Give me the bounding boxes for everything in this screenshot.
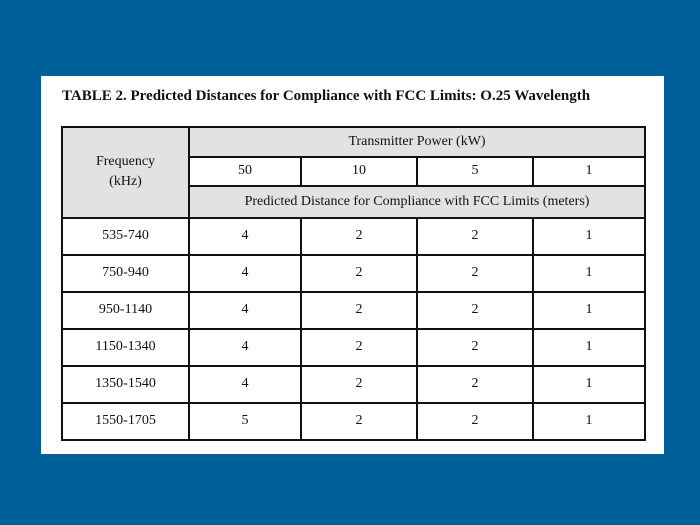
power-level-cell: 50 [189, 157, 301, 187]
distance-cell: 1 [533, 403, 645, 440]
table-title: TABLE 2. Predicted Distances for Compliance with FCC Limits: O.25 Wavelength [62, 88, 591, 104]
frequency-cell: 750-940 [62, 255, 189, 292]
frequency-header-label: Frequency [95, 154, 156, 170]
distance-table [61, 126, 646, 441]
distance-cell: 2 [301, 366, 417, 403]
distance-cell: 2 [417, 329, 533, 366]
frequency-header [62, 127, 189, 218]
table-row [62, 218, 645, 255]
frequency-cell: 535-740 [62, 218, 189, 255]
distance-cell: 2 [301, 255, 417, 292]
frequency-cell: 1550-1705 [62, 403, 189, 440]
distance-cell: 2 [417, 292, 533, 329]
distance-cell: 2 [417, 255, 533, 292]
table-row [62, 366, 645, 403]
distance-cell: 4 [189, 292, 301, 329]
power-level-cell: 1 [533, 157, 645, 187]
distance-cell: 2 [417, 366, 533, 403]
power-level-cell: 10 [301, 157, 417, 187]
power-level-cell: 5 [417, 157, 533, 187]
distance-cell: 1 [533, 218, 645, 255]
frequency-cell: 1350-1540 [62, 366, 189, 403]
distance-cell: 2 [301, 292, 417, 329]
distance-cell: 1 [533, 366, 645, 403]
distance-cell: 1 [533, 255, 645, 292]
distance-cell: 2 [301, 329, 417, 366]
distance-cell: 1 [533, 329, 645, 366]
distance-header: Predicted Distance for Compliance with FCC Limits (meters) [189, 186, 645, 218]
table-row [62, 329, 645, 366]
distance-cell: 4 [189, 329, 301, 366]
distance-cell: 4 [189, 218, 301, 255]
distance-cell: 2 [417, 403, 533, 440]
frequency-cell: 1150-1340 [62, 329, 189, 366]
table-row [62, 403, 645, 440]
frequency-cell: 950-1140 [62, 292, 189, 329]
distance-cell: 5 [189, 403, 301, 440]
slide-card [41, 76, 664, 454]
frequency-header-unit: (kHz) [109, 174, 142, 190]
distance-cell: 4 [189, 255, 301, 292]
distance-cell: 2 [301, 218, 417, 255]
table-row [62, 255, 645, 292]
distance-cell: 2 [301, 403, 417, 440]
table-row [62, 292, 645, 329]
power-header: Transmitter Power (kW) [189, 127, 645, 157]
distance-cell: 1 [533, 292, 645, 329]
distance-cell: 2 [417, 218, 533, 255]
distance-cell: 4 [189, 366, 301, 403]
